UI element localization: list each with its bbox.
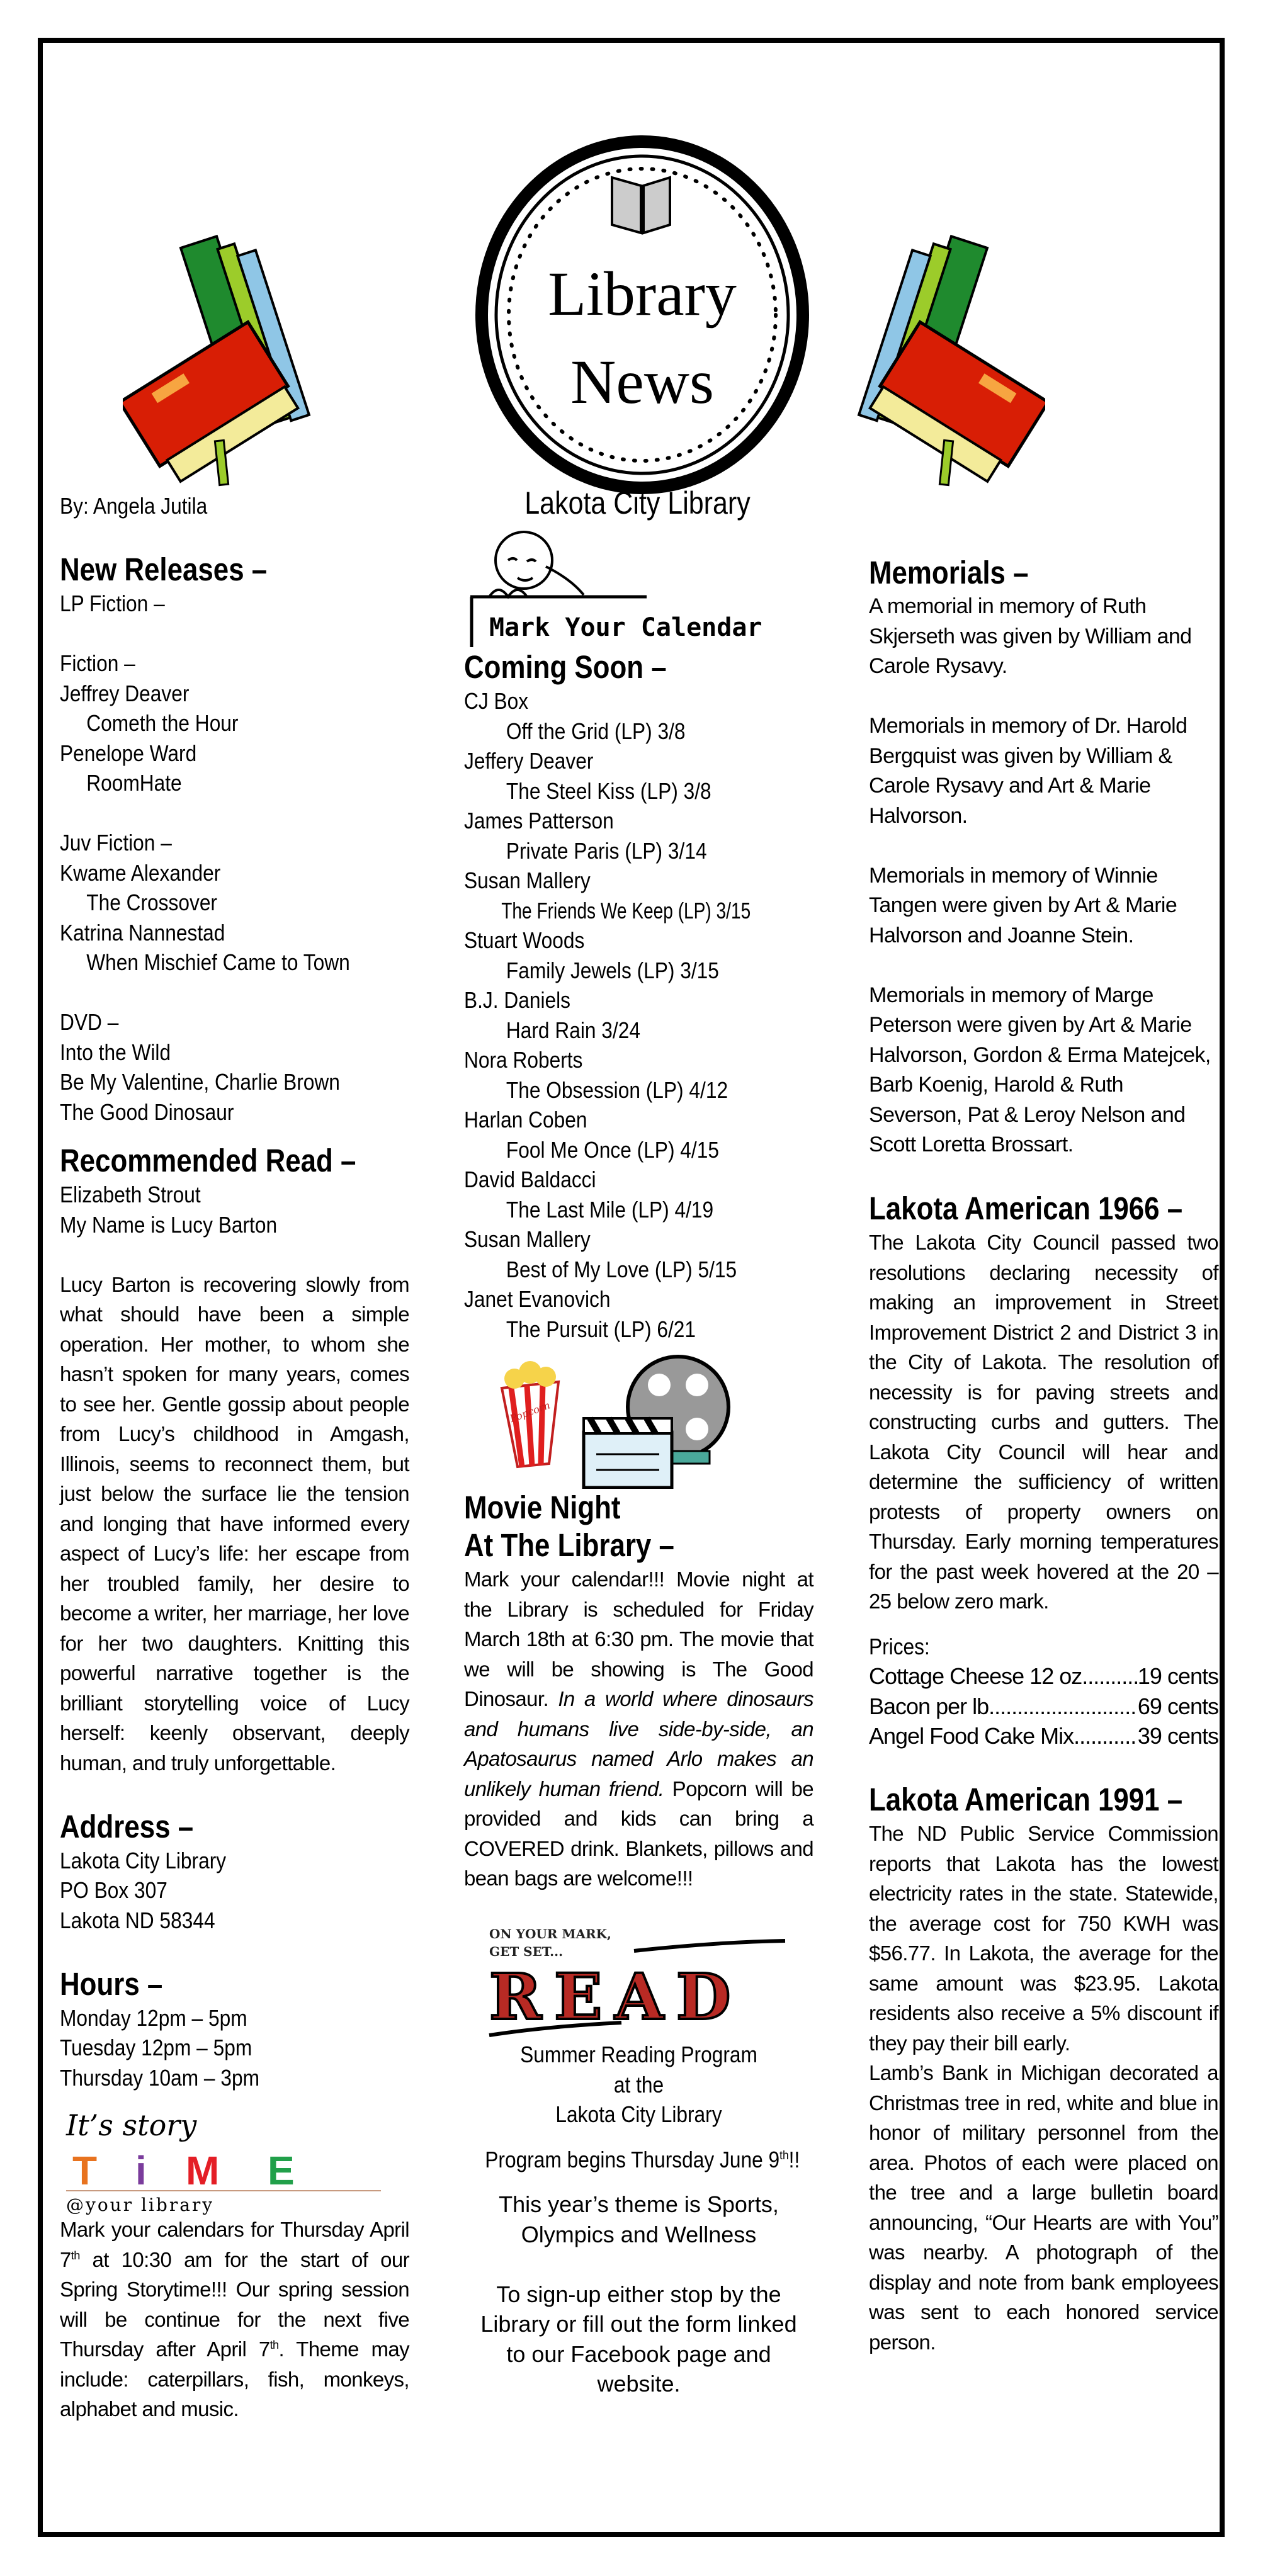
price-leader-dots xyxy=(989,1692,1138,1722)
address-line: Lakota ND 58344 xyxy=(60,1907,215,1933)
coming-soon-list xyxy=(464,686,813,1344)
memorials-heading: Memorials – xyxy=(869,555,1029,590)
storytime-body: Mark your calendars for Thursday April 7th at 10:30 am for the start of our Spring Storytime!!! Our spring session will be continue for the next five Thursday after April 7th. Theme may include: caterpillars, fish, monkeys, alphabet and music. xyxy=(60,2218,410,2421)
coming-soon-title: Family Jewels (LP) 3/15 xyxy=(506,957,719,983)
list-item-title: The Crossover xyxy=(86,890,217,915)
address-line: PO Box 307 xyxy=(60,1877,167,1903)
list-item-title: When Mischief Came to Town xyxy=(86,949,350,975)
price-leader-dots xyxy=(1074,1721,1138,1751)
price-row xyxy=(869,1661,1218,1692)
recommended-body: Lucy Barton is recovering slowly from what should have been a simple operation. Her mother, to whom she hasn’t spoken for many years, comes to see her. Gentle gossip about people from Lucy’s childhood in Amgash, Illinois, seems to reconnect them, but just below the surface lie the tension and longing that have informed every aspect of Lucy’s life: her escape from her troubled family, her desire to become a writer, her marriage, her love for her two daughters. Knitting this powerful narrative together is the brilliant storytelling voice of Lucy herself: keenly observant, deeply human, and truly unforgettable. xyxy=(60,1272,409,1775)
book-stack-right-icon xyxy=(837,227,1045,491)
summer-signup: To sign-up either stop by the Library or fill out the form linked to our Facebook page and website. xyxy=(480,2281,797,2397)
mark-your-calendar-clipart xyxy=(464,523,791,648)
summer-line3: Lakota City Library xyxy=(555,2101,722,2127)
lp-fiction-label: LP Fiction – xyxy=(60,590,165,616)
coming-soon-author: Stuart Woods xyxy=(464,927,585,953)
library-name: Lakota City Library xyxy=(524,485,751,521)
dvd-item: Into the Wild xyxy=(60,1039,171,1065)
coming-soon-author: Harlan Coben xyxy=(464,1107,587,1133)
recommended-read-section xyxy=(60,1142,409,1778)
movie-night-clipart xyxy=(464,1344,791,1489)
lakota-1966-section xyxy=(869,1190,1218,1751)
read-logo-big: READ xyxy=(489,1960,744,2034)
recommended-book: My Name is Lucy Barton xyxy=(60,1211,278,1238)
hours-section xyxy=(60,1965,409,2093)
list-item-author: Penelope Ward xyxy=(60,740,197,766)
price-item: Cottage Cheese 12 oz. xyxy=(869,1663,1088,1689)
new-releases-section xyxy=(60,551,409,1127)
coming-soon-author: James Patterson xyxy=(464,808,614,833)
library-news-seal-logo xyxy=(466,126,819,504)
movie-night-heading-1: Movie Night xyxy=(464,1489,621,1525)
dvd-item: The Good Dinosaur xyxy=(60,1099,234,1125)
new-releases-heading: New Releases – xyxy=(60,551,268,587)
price-item: Bacon per lb xyxy=(869,1693,989,1719)
coming-soon-author: B.J. Daniels xyxy=(464,987,571,1013)
coming-soon-author: Janet Evanovich xyxy=(464,1286,611,1312)
hours-line: Monday 12pm – 5pm xyxy=(60,2004,247,2031)
storytime-logo xyxy=(60,2108,387,2215)
coming-soon-author: Jeffery Deaver xyxy=(464,748,594,774)
storytime-logo-t: T xyxy=(72,2148,98,2193)
lakota-1991-section xyxy=(869,1781,1218,2357)
lakota-1966-body: The Lakota City Council passed two resolutions declaring necessity of making an improvement in Street Improvement District 2 and District 3 in the City of Lakota. The resolution of necessity is for paving streets and constructing curbs and gutters. The Lakota City Council will hear and determine the sufficiency of written protests of property owners on Thursday. Early morning temperatures for the past week hovered at the 20 – 25 below zero mark. xyxy=(869,1231,1218,1613)
right-column xyxy=(869,554,1218,2357)
storytime-section xyxy=(60,2108,409,2424)
address-line: Lakota City Library xyxy=(60,1847,227,1873)
price-value: 19 cents xyxy=(1137,1663,1218,1689)
clapperboard-icon xyxy=(584,1418,672,1488)
hours-line: Thursday 10am – 3pm xyxy=(60,2064,259,2091)
list-item-author: Kwame Alexander xyxy=(60,859,221,886)
seal-line2: News xyxy=(570,347,714,417)
price-value: 39 cents xyxy=(1137,1723,1218,1749)
coming-soon-heading: Coming Soon – xyxy=(464,649,667,685)
book-stack-left-icon xyxy=(123,227,331,491)
storytime-logo-e: E xyxy=(268,2148,295,2193)
price-row xyxy=(869,1721,1218,1751)
storytime-logo-m: M xyxy=(186,2148,220,2193)
storytime-logo-i: i xyxy=(135,2148,147,2193)
coming-soon-author: David Baldacci xyxy=(464,1167,596,1192)
list-item-title: Cometh the Hour xyxy=(86,710,239,736)
storytime-logo-line1: It’s story xyxy=(66,2108,197,2142)
address-section xyxy=(60,1808,409,1936)
popcorn-icon xyxy=(502,1361,558,1467)
left-column xyxy=(60,491,409,2424)
memorials-section xyxy=(869,554,1218,1160)
list-item-author: Katrina Nannestad xyxy=(60,919,225,946)
list-item-author: Jeffrey Deaver xyxy=(60,680,190,706)
summer-begins: Program begins Thursday June 9th!! xyxy=(485,2146,800,2172)
price-item: Angel Food Cake Mix xyxy=(869,1723,1074,1749)
popcorn-label: Popcorn xyxy=(508,1399,552,1425)
juv-fiction-label: Juv Fiction – xyxy=(60,830,172,856)
fiction-label: Fiction – xyxy=(60,650,135,676)
coming-soon-author: Nora Roberts xyxy=(464,1047,583,1073)
price-row xyxy=(869,1692,1218,1722)
coming-soon-title: The Last Mile (LP) 4/19 xyxy=(506,1196,714,1223)
movie-night-section xyxy=(464,1489,813,1894)
summer-theme: This year’s theme is Sports, Olympics and Wellness xyxy=(499,2191,779,2247)
memorial-paragraph: Memorials in memory of Dr. Harold Bergquist was given by William & Carole Rysavy and Art & Marie Halvorson. xyxy=(869,714,1187,828)
hours-line: Tuesday 12pm – 5pm xyxy=(60,2035,252,2060)
summer-reading-section xyxy=(464,2040,813,2399)
middle-column xyxy=(464,523,813,2399)
summer-line2: at the xyxy=(613,2071,664,2098)
coming-soon-title: The Pursuit (LP) 6/21 xyxy=(506,1316,696,1342)
price-leader-dots xyxy=(1087,1661,1138,1692)
coming-soon-author: Susan Mallery xyxy=(464,1226,591,1252)
memorial-paragraph: Memorials in memory of Marge Peterson were given by Art & Marie Halvorson, Gordon & Erma Matejcek, Barb Koenig, Harold & Ruth Severson, Pat & Leroy Nelson and Scott Loretta Brossart. xyxy=(869,983,1211,1156)
movie-night-heading-2: At The Library – xyxy=(464,1527,674,1563)
coming-soon-title: Private Paris (LP) 3/14 xyxy=(506,837,707,864)
coming-soon-title: The Obsession (LP) 4/12 xyxy=(506,1076,728,1103)
price-value: 69 cents xyxy=(1137,1693,1218,1719)
coming-soon-title: The Steel Kiss (LP) 3/8 xyxy=(506,777,711,804)
coming-soon-section xyxy=(464,648,813,1344)
recommended-heading: Recommended Read – xyxy=(60,1143,356,1178)
child-peeking-icon xyxy=(489,532,584,597)
coming-soon-author: Susan Mallery xyxy=(464,867,591,893)
coming-soon-title: Fool Me Once (LP) 4/15 xyxy=(506,1136,719,1163)
open-book-icon xyxy=(612,178,670,233)
coming-soon-title: Hard Rain 3/24 xyxy=(506,1017,640,1043)
memorial-paragraph: Memorials in memory of Winnie Tangen were given by Art & Marie Halvorson and Joanne Stein. xyxy=(869,863,1177,947)
lakota-1991-heading: Lakota American 1991 – xyxy=(869,1782,1183,1817)
dvd-label: DVD – xyxy=(60,1009,119,1035)
coming-soon-title: Best of My Love (LP) 5/15 xyxy=(506,1256,737,1282)
dvd-item: Be My Valentine, Charlie Brown xyxy=(60,1069,340,1095)
summer-line1: Summer Reading Program xyxy=(520,2042,757,2067)
lakota-1966-heading: Lakota American 1966 – xyxy=(869,1190,1183,1226)
price-list xyxy=(869,1661,1218,1751)
memorial-paragraph: A memorial in memory of Ruth Skjerseth was given by William and Carole Rysavy. xyxy=(869,594,1192,678)
calendar-caption: Mark Your Calendar xyxy=(489,613,762,642)
storytime-logo-line3: @your library xyxy=(66,2195,215,2215)
seal-line1: Library xyxy=(548,259,737,329)
read-logo-small-2: GET SET... xyxy=(489,1944,564,1959)
lakota-1991-body-1: The ND Public Service Commission reports that Lakota has the lowest electricity rates in the state. Statewide, the average cost for 750 KWH was $56.77. In Lakota, the average for the same amount was $23.95. Lakota residents also receive a 5% discount if they pay their bill early. xyxy=(869,1822,1218,2055)
movie-night-body: Mark your calendar!!! Movie night at the Library is scheduled for Friday March 18th at 6:30 pm. The movie that we will be showing is The Good Dinosaur. In a world where dinosaurs and humans live side-by-side, an Apatosaurus named Arlo makes an unlikely human friend. Popcorn will be provided and kids can bring a COVERED drink. Blankets, pillows and bean bags are welcome!!! xyxy=(464,1568,813,1890)
address-heading: Address – xyxy=(60,1808,194,1844)
lakota-1991-body-2: Lamb’s Bank in Michigan decorated a Christmas tree in red, white and blue in honor of military personnel from the area. Photos of each were placed on the tree and a large bulletin board announcing, “Our Hearts are with You” was nearby. A photograph of the display and note from bank employees was sent to each honored service person. xyxy=(869,2061,1218,2354)
byline: By: Angela Jutila xyxy=(60,493,208,519)
coming-soon-title: The Friends We Keep (LP) 3/15 xyxy=(501,897,751,924)
on-your-mark-read-logo xyxy=(477,1923,804,2040)
recommended-author: Elizabeth Strout xyxy=(60,1182,201,1207)
list-item-title: RoomHate xyxy=(86,770,182,796)
coming-soon-title: Off the Grid (LP) 3/8 xyxy=(506,718,686,744)
coming-soon-author: CJ Box xyxy=(464,688,529,714)
hours-heading: Hours – xyxy=(60,1965,163,2002)
prices-label: Prices: xyxy=(869,1633,930,1659)
read-logo-small-1: ON YOUR MARK, xyxy=(489,1926,612,1941)
